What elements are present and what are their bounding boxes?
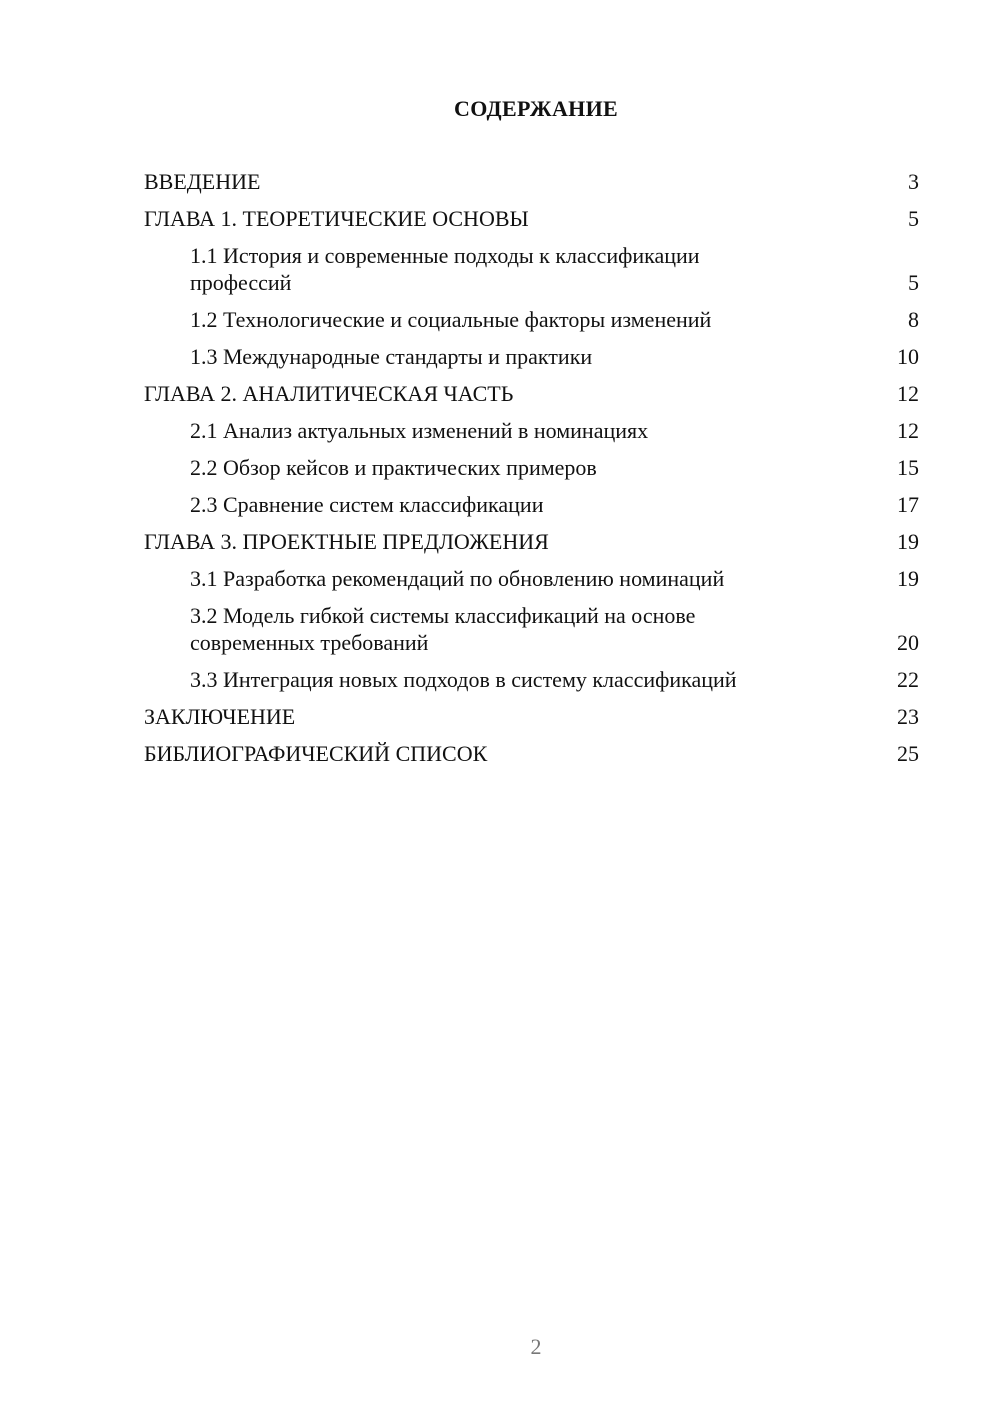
toc-entry-section-1-3[interactable] — [144, 343, 919, 370]
toc-entry-label: 2.1 Анализ актуальных изменений в номинациях — [190, 418, 649, 443]
toc-entry-section-1-2[interactable] — [144, 306, 919, 333]
toc-entry-section-1-1[interactable] — [144, 242, 919, 296]
toc-entry-chapter-1[interactable] — [144, 205, 919, 232]
toc-entry-bibliography[interactable] — [144, 740, 919, 767]
toc-entry-section-2-3[interactable] — [144, 491, 919, 518]
toc-entry-label: ГЛАВА 2. АНАЛИТИЧЕСКАЯ ЧАСТЬ — [144, 381, 514, 406]
toc-entry-label: 1.1 История и современные подходы к классификации профессий — [190, 243, 700, 295]
toc-entry-label: ЗАКЛЮЧЕНИЕ — [144, 704, 296, 729]
toc-entry-page: 5 — [908, 270, 919, 295]
toc-entry-page: 3 — [908, 169, 919, 194]
toc-entry-label: 1.2 Технологические и социальные факторы изменений — [190, 307, 712, 332]
toc-entry-label: 2.2 Обзор кейсов и практических примеров — [190, 455, 597, 480]
toc-entry-section-2-2[interactable] — [144, 454, 919, 481]
toc-entry-page: 10 — [897, 344, 919, 369]
page-title: СОДЕРЖАНИЕ — [454, 96, 618, 121]
toc-entry-page: 25 — [897, 741, 919, 766]
toc-entry-label: 2.3 Сравнение систем классификации — [190, 492, 544, 517]
toc-entry-label: 3.1 Разработка рекомендаций по обновлению номинаций — [190, 566, 725, 591]
toc-entry-page: 8 — [908, 307, 919, 332]
page-number: 2 — [530, 1334, 542, 1359]
toc-entry-conclusion[interactable] — [144, 703, 919, 730]
toc-entry-section-3-2[interactable] — [144, 602, 919, 656]
toc-entry-page: 5 — [908, 206, 919, 231]
toc-entry-page: 17 — [897, 492, 919, 517]
toc-entry-chapter-3[interactable] — [144, 528, 919, 555]
toc-entry-page: 19 — [897, 566, 919, 591]
toc-entry-page: 23 — [897, 704, 919, 729]
toc-entry-label: 3.3 Интеграция новых подходов в систему классификаций — [190, 667, 737, 692]
toc-entry-introduction[interactable] — [144, 168, 919, 195]
toc-entry-label: 3.2 Модель гибкой системы классификаций на основе современных требований — [190, 603, 696, 655]
toc-entry-section-2-1[interactable] — [144, 417, 919, 444]
toc-entry-page: 20 — [897, 630, 919, 655]
toc-entry-page: 22 — [897, 667, 919, 692]
toc-entry-section-3-1[interactable] — [144, 565, 919, 592]
toc-entry-section-3-3[interactable] — [144, 666, 919, 693]
toc-entry-page: 12 — [897, 418, 919, 443]
toc-entry-page: 19 — [897, 529, 919, 554]
toc-entry-page: 15 — [897, 455, 919, 480]
toc-entry-label: ВВЕДЕНИЕ — [144, 169, 261, 194]
toc-entry-label: ГЛАВА 3. ПРОЕКТНЫЕ ПРЕДЛОЖЕНИЯ — [144, 529, 549, 554]
table-of-contents — [144, 168, 919, 777]
toc-entry-chapter-2[interactable] — [144, 380, 919, 407]
toc-entry-label: БИБЛИОГРАФИЧЕСКИЙ СПИСОК — [144, 741, 488, 766]
toc-entry-label: 1.3 Международные стандарты и практики — [190, 344, 593, 369]
toc-entry-label: ГЛАВА 1. ТЕОРЕТИЧЕСКИЕ ОСНОВЫ — [144, 206, 529, 231]
toc-entry-page: 12 — [897, 381, 919, 406]
